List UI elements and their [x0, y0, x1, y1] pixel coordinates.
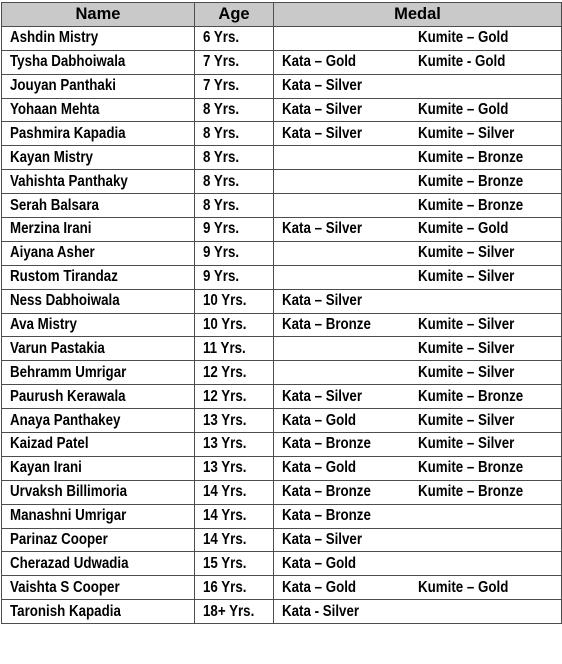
name-cell: [2, 504, 195, 528]
table-row: [2, 337, 562, 361]
kumite-cell-text: Kumite – Bronze: [417, 387, 523, 405]
name-cell-text: Rustom Tirandaz: [10, 268, 118, 286]
kumite-cell: [407, 385, 562, 409]
name-cell-text: Urvaksh Billimoria: [10, 483, 128, 501]
name-cell: [2, 361, 195, 385]
kumite-cell: [407, 313, 562, 337]
kumite-cell: [407, 552, 562, 576]
kata-cell: [274, 600, 407, 624]
age-cell: [195, 409, 274, 433]
age-cell: [195, 504, 274, 528]
kata-cell-text: Kata – Silver: [282, 220, 363, 238]
kata-cell: [274, 122, 407, 146]
age-cell: [195, 480, 274, 504]
table-row: [2, 456, 562, 480]
name-cell: [2, 528, 195, 552]
kumite-cell-text: Kumite – Silver: [417, 316, 514, 334]
kata-cell: [274, 241, 407, 265]
age-cell: [195, 289, 274, 313]
kumite-cell: [407, 409, 562, 433]
kumite-cell: [407, 528, 562, 552]
name-cell: [2, 289, 195, 313]
kata-cell-text: Kata – Bronze: [282, 435, 371, 453]
kata-cell-text: Kata – Bronze: [282, 316, 371, 334]
name-cell-text: Pashmira Kapadia: [10, 124, 126, 142]
table-row: [2, 313, 562, 337]
name-cell: [2, 122, 195, 146]
kumite-cell-text: Kumite – Bronze: [417, 459, 523, 477]
age-cell-text: 18+ Yrs.: [203, 602, 255, 620]
table-row: [2, 289, 562, 313]
kata-cell: [274, 146, 407, 170]
name-cell: [2, 600, 195, 624]
kumite-cell: [407, 456, 562, 480]
age-cell: [195, 552, 274, 576]
kumite-cell: [407, 289, 562, 313]
age-cell-text: 9 Yrs.: [203, 220, 240, 238]
name-cell-text: Ava Mistry: [10, 316, 77, 334]
kata-cell-text: Kata – Silver: [282, 387, 363, 405]
age-cell: [195, 50, 274, 74]
age-cell-text: 14 Yrs.: [203, 507, 247, 525]
name-cell-text: Cherazad Udwadia: [10, 554, 129, 572]
kumite-cell-text: Kumite – Bronze: [417, 196, 523, 214]
name-cell: [2, 576, 195, 600]
kata-cell: [274, 456, 407, 480]
kumite-cell-text: Kumite – Silver: [417, 411, 514, 429]
name-cell: [2, 218, 195, 242]
age-cell: [195, 98, 274, 122]
kumite-cell-text: Kumite – Bronze: [417, 483, 523, 501]
kumite-cell-text: Kumite - Gold: [417, 53, 505, 71]
name-cell: [2, 480, 195, 504]
header-medal: Medal: [274, 3, 562, 27]
kumite-cell-text: Kumite – Gold: [417, 101, 508, 118]
age-cell: [195, 433, 274, 457]
kumite-cell-text: Kumite – Silver: [417, 244, 514, 262]
kata-cell: [274, 218, 407, 242]
kata-cell: [274, 313, 407, 337]
age-cell-text: 15 Yrs.: [203, 554, 247, 572]
age-cell-text: 8 Yrs.: [203, 172, 240, 190]
name-cell: [2, 241, 195, 265]
kumite-cell-text: Kumite – Bronze: [417, 172, 523, 190]
kata-cell-text: Kata – Silver: [282, 124, 363, 142]
age-cell-text: 12 Yrs.: [203, 387, 247, 405]
kata-cell: [274, 98, 407, 122]
name-cell: [2, 456, 195, 480]
age-cell-text: 13 Yrs.: [203, 459, 247, 477]
name-cell-text: Kayan Mistry: [10, 148, 93, 166]
table-row: [2, 385, 562, 409]
age-cell-text: 7 Yrs.: [203, 77, 240, 95]
name-cell: [2, 552, 195, 576]
table-row: [2, 122, 562, 146]
age-cell: [195, 218, 274, 242]
age-cell: [195, 313, 274, 337]
kata-cell-text: Kata – Gold: [282, 578, 357, 596]
age-cell: [195, 385, 274, 409]
kumite-cell: [407, 98, 562, 122]
name-cell: [2, 313, 195, 337]
kumite-cell: [407, 337, 562, 361]
name-cell: [2, 50, 195, 74]
table-row: [2, 50, 562, 74]
table-row: [2, 480, 562, 504]
table-row: [2, 218, 562, 242]
kata-cell: [274, 552, 407, 576]
kata-cell-text: Kata – Silver: [282, 101, 363, 118]
name-cell-text: Tysha Dabhoiwala: [10, 53, 126, 71]
kata-cell: [274, 50, 407, 74]
table-row: [2, 26, 562, 50]
header-name: Name: [2, 3, 195, 27]
table-row: [2, 576, 562, 600]
age-cell: [195, 241, 274, 265]
kata-cell: [274, 385, 407, 409]
kumite-cell: [407, 122, 562, 146]
kata-cell: [274, 409, 407, 433]
table-row: [2, 528, 562, 552]
name-cell-text: Taronish Kapadia: [10, 602, 121, 620]
age-cell: [195, 122, 274, 146]
table-row: [2, 194, 562, 218]
age-cell-text: 9 Yrs.: [203, 244, 240, 262]
name-cell-text: Varun Pastakia: [10, 339, 105, 357]
age-cell: [195, 576, 274, 600]
table-row: [2, 170, 562, 194]
kata-cell-text: Kata – Gold: [282, 53, 357, 71]
age-cell: [195, 74, 274, 98]
age-cell: [195, 600, 274, 624]
age-cell: [195, 26, 274, 50]
table-header: [2, 3, 562, 27]
age-cell-text: 8 Yrs.: [203, 124, 240, 142]
name-cell-text: Paurush Kerawala: [10, 387, 126, 405]
age-cell: [195, 361, 274, 385]
age-cell-text: 6 Yrs.: [203, 29, 240, 47]
table-row: [2, 504, 562, 528]
age-cell-text: 11 Yrs.: [203, 339, 246, 357]
kata-cell-text: Kata – Gold: [282, 459, 357, 477]
kata-cell: [274, 170, 407, 194]
kumite-cell: [407, 265, 562, 289]
kumite-cell-text: Kumite – Gold: [417, 29, 508, 47]
name-cell-text: Serah Balsara: [10, 196, 99, 214]
kata-cell: [274, 433, 407, 457]
age-cell: [195, 265, 274, 289]
table-row: [2, 361, 562, 385]
age-cell: [195, 194, 274, 218]
age-cell: [195, 337, 274, 361]
kata-cell: [274, 74, 407, 98]
kumite-cell: [407, 480, 562, 504]
kumite-cell-text: Kumite – Silver: [417, 363, 514, 381]
age-cell-text: 13 Yrs.: [203, 411, 247, 429]
kata-cell-text: Kata – Silver: [282, 531, 363, 549]
kata-cell-text: Kata – Silver: [282, 77, 363, 95]
name-cell: [2, 385, 195, 409]
kumite-cell-text: Kumite – Gold: [417, 578, 508, 596]
medal-table: [1, 2, 562, 624]
kumite-cell-text: Kumite – Silver: [417, 435, 514, 453]
kumite-cell-text: Kumite – Silver: [417, 268, 514, 286]
kata-cell-text: Kata – Gold: [282, 554, 357, 572]
name-cell: [2, 146, 195, 170]
age-cell-text: 9 Yrs.: [203, 268, 240, 286]
name-cell-text: Vaishta S Cooper: [10, 578, 120, 596]
age-cell-text: 10 Yrs.: [203, 292, 247, 310]
kumite-cell-text: Kumite – Bronze: [417, 148, 523, 166]
age-cell-text: 7 Yrs.: [203, 53, 240, 71]
age-cell: [195, 170, 274, 194]
kumite-cell: [407, 74, 562, 98]
kata-cell: [274, 337, 407, 361]
kumite-cell-text: Kumite – Gold: [417, 220, 508, 238]
name-cell-text: Ashdin Mistry: [10, 29, 99, 47]
age-cell: [195, 528, 274, 552]
name-cell-text: Parinaz Cooper: [10, 531, 108, 549]
header-row: [2, 3, 562, 27]
table-body: [2, 26, 562, 623]
name-cell: [2, 74, 195, 98]
kata-cell-text: Kata – Bronze: [282, 507, 371, 525]
table-row: [2, 265, 562, 289]
age-cell-text: 8 Yrs.: [203, 148, 240, 166]
kata-cell-text: Kata – Silver: [282, 292, 363, 310]
kata-cell: [274, 576, 407, 600]
kata-cell: [274, 528, 407, 552]
kata-cell: [274, 361, 407, 385]
age-cell-text: 16 Yrs.: [203, 578, 247, 596]
name-cell-text: Merzina Irani: [10, 220, 92, 238]
kata-cell-text: Kata – Bronze: [282, 483, 371, 501]
table-row: [2, 600, 562, 624]
age-cell: [195, 146, 274, 170]
kata-cell: [274, 480, 407, 504]
kumite-cell-text: Kumite – Silver: [417, 124, 514, 142]
kumite-cell: [407, 26, 562, 50]
table-row: [2, 74, 562, 98]
age-cell-text: 12 Yrs.: [203, 363, 247, 381]
kumite-cell: [407, 361, 562, 385]
kumite-cell: [407, 433, 562, 457]
name-cell-text: Kayan Irani: [10, 459, 82, 477]
kata-cell: [274, 26, 407, 50]
table-row: [2, 409, 562, 433]
name-cell-text: Behramm Umrigar: [10, 363, 127, 381]
table-row: [2, 146, 562, 170]
kata-cell-text: Kata - Silver: [282, 602, 360, 620]
age-cell-text: 13 Yrs.: [203, 435, 247, 453]
kumite-cell-text: Kumite – Silver: [417, 339, 514, 357]
kumite-cell: [407, 50, 562, 74]
kumite-cell: [407, 576, 562, 600]
name-cell: [2, 337, 195, 361]
header-age: Age: [195, 3, 274, 27]
age-cell-text: 14 Yrs.: [203, 483, 247, 501]
age-cell-text: 8 Yrs.: [203, 101, 240, 118]
kata-cell: [274, 289, 407, 313]
table-row: [2, 98, 562, 122]
kumite-cell: [407, 218, 562, 242]
name-cell-text: Vahishta Panthaky: [10, 172, 128, 190]
name-cell-text: Ness Dabhoiwala: [10, 292, 120, 310]
kata-cell: [274, 265, 407, 289]
name-cell-text: Jouyan Panthaki: [10, 77, 116, 95]
name-cell: [2, 98, 195, 122]
kumite-cell: [407, 241, 562, 265]
kumite-cell: [407, 194, 562, 218]
kumite-cell: [407, 146, 562, 170]
age-cell-text: 8 Yrs.: [203, 196, 240, 214]
name-cell: [2, 409, 195, 433]
kata-cell: [274, 504, 407, 528]
name-cell-text: Anaya Panthakey: [10, 411, 121, 429]
name-cell: [2, 265, 195, 289]
kumite-cell: [407, 504, 562, 528]
age-cell: [195, 456, 274, 480]
kumite-cell: [407, 600, 562, 624]
name-cell-text: Yohaan Mehta: [10, 101, 100, 118]
age-cell-text: 14 Yrs.: [203, 531, 247, 549]
name-cell: [2, 170, 195, 194]
age-cell-text: 10 Yrs.: [203, 316, 247, 334]
name-cell: [2, 26, 195, 50]
kata-cell: [274, 194, 407, 218]
table-row: [2, 433, 562, 457]
name-cell-text: Manashni Umrigar: [10, 507, 127, 525]
kata-cell-text: Kata – Gold: [282, 411, 357, 429]
kumite-cell: [407, 170, 562, 194]
table-row: [2, 552, 562, 576]
name-cell: [2, 433, 195, 457]
name-cell-text: Aiyana Asher: [10, 244, 95, 262]
name-cell-text: Kaizad Patel: [10, 435, 89, 453]
name-cell: [2, 194, 195, 218]
table-row: [2, 241, 562, 265]
